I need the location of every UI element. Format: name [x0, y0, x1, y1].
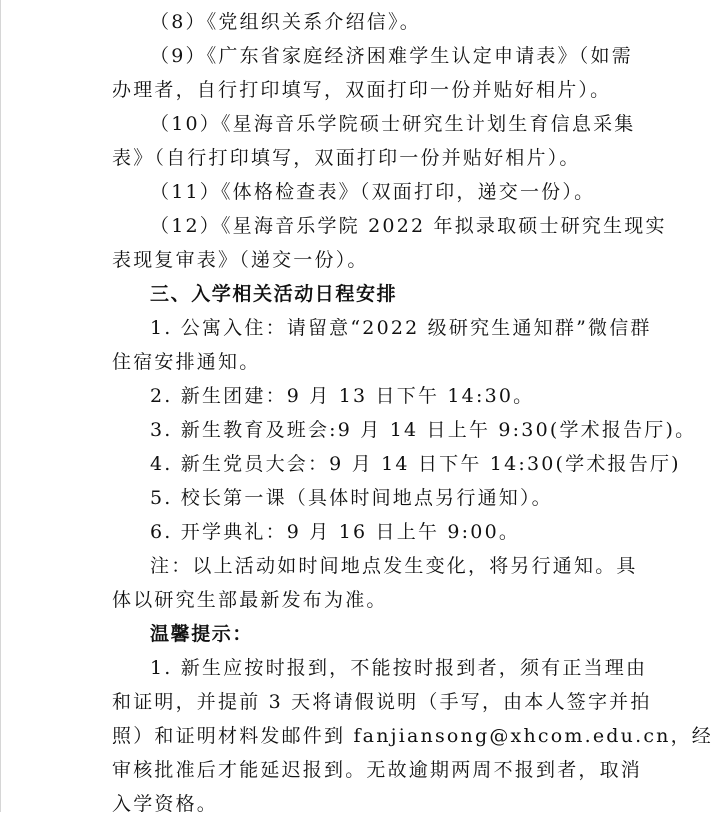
material-item-12-line-1: （12）《星海音乐学院 2022 年拟录取硕士研究生现实 [150, 215, 667, 237]
schedule-item-3: 3. 新生教育及班会:9 月 14 日上午 9:30(学术报告厅)。 [150, 419, 697, 441]
material-item-9-line-2: 办理者，自行打印填写，双面打印一份并贴好相片）。 [112, 79, 612, 101]
material-item-9-line-1: （9）《广东省家庭经济困难学生认定申请表》（如需 [150, 45, 633, 67]
schedule-note-line-1: 注：以上活动如时间地点发生变化，将另行通知。具 [150, 555, 638, 577]
tip-item-1-line-2: 和证明，并提前 3 天将请假说明（手写，由本人签字并拍 [112, 691, 652, 713]
schedule-item-4: 4. 新生党员大会：9 月 14 日下午 14:30(学术报告厅) [150, 453, 681, 475]
tip-item-1-line-5: 入学资格。 [112, 793, 219, 815]
section-heading-tips: 温馨提示： [150, 623, 254, 645]
schedule-item-5: 5. 校长第一课（具体时间地点另行通知）。 [150, 487, 553, 509]
material-item-8: （8）《党组织关系介绍信》。 [150, 11, 421, 33]
tip-item-1-line-3: 照）和证明材料发邮件到 fanjiansong@xhcom.edu.cn，经 [112, 725, 714, 747]
schedule-item-2: 2. 新生团建：9 月 13 日下午 14:30。 [150, 385, 535, 407]
schedule-item-1-line-2: 住宿安排通知。 [112, 351, 261, 373]
material-item-12-line-2: 表现复审表》（递交一份）。 [112, 249, 369, 271]
schedule-item-1-line-1: 1. 公寓入住：请留意“2022 级研究生通知群”微信群 [150, 317, 652, 339]
material-item-11: （11）《体格检查表》（双面打印，递交一份）。 [150, 181, 596, 203]
material-item-10-line-1: （10）《星海音乐学院硕士研究生计划生育信息采集 [150, 113, 636, 135]
section-heading-schedule: 三、入学相关活动日程安排 [150, 283, 398, 305]
schedule-note-line-2: 体以研究生部最新发布为准。 [112, 589, 388, 611]
tip-item-1-line-4: 审核批准后才能延迟报到。无故逾期两周不报到者，取消 [112, 759, 643, 781]
schedule-item-6: 6. 开学典礼：9 月 16 日上午 9:00。 [150, 521, 521, 543]
material-item-10-line-2: 表》（自行打印填写，双面打印一份并贴好相片）。 [112, 147, 581, 169]
tip-item-1-line-1: 1. 新生应按时报到，不能按时报到者，须有正当理由 [150, 657, 648, 679]
